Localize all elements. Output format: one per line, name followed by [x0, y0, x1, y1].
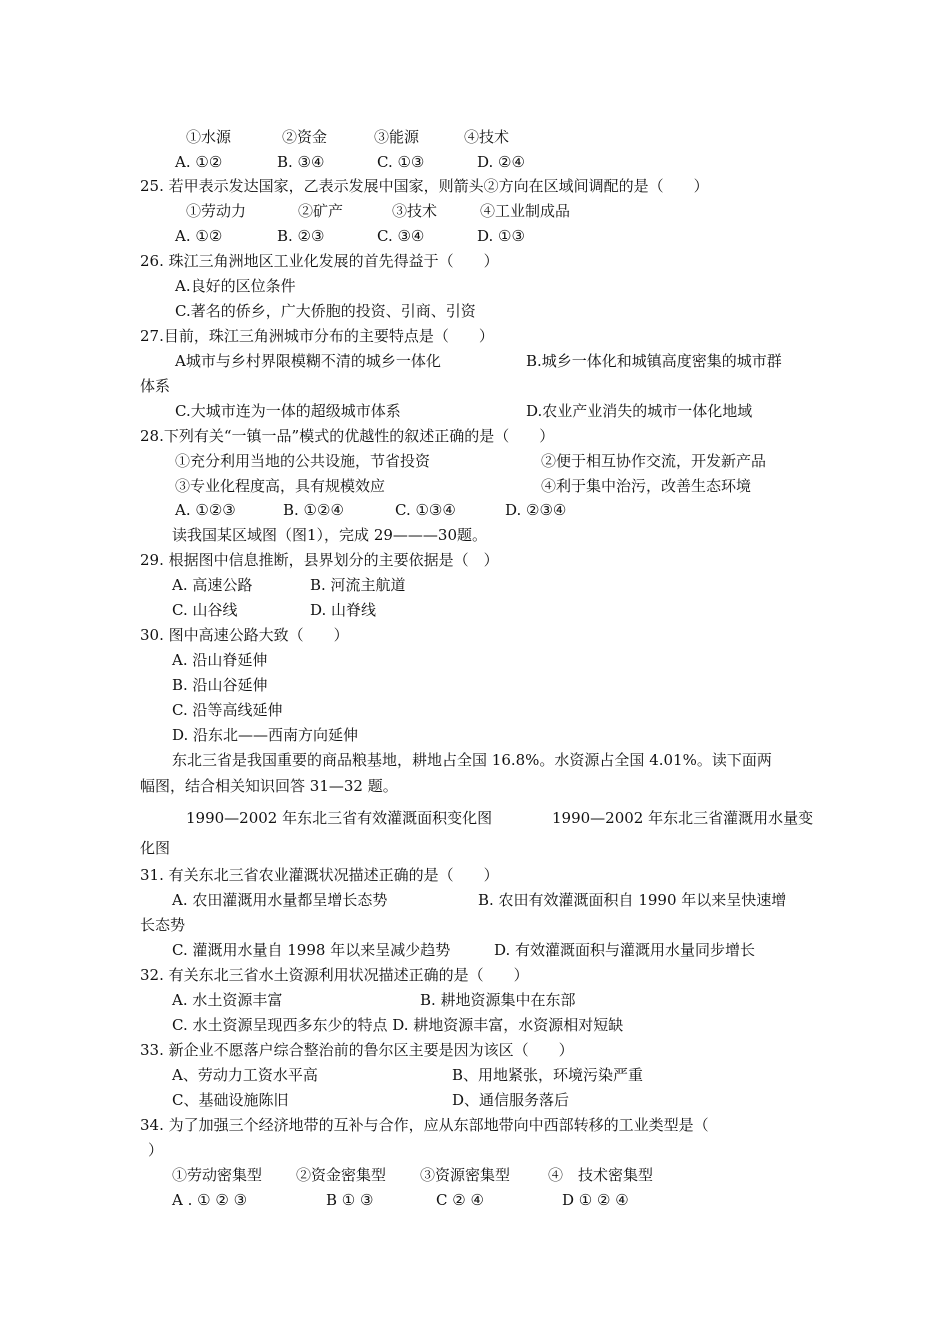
text-segment: C. 灌溉用水量自 1998 年以来呈减少趋势: [172, 941, 451, 959]
text-segment: A . ① ② ③: [172, 1191, 248, 1209]
text-segment: A、劳动力工资水平高: [172, 1066, 318, 1084]
text-segment: 27.目前，珠江三角洲城市分布的主要特点是（ ）: [140, 327, 494, 345]
text-segment: D、通信服务落后: [452, 1091, 570, 1109]
text-segment: ④ 技术密集型: [548, 1166, 654, 1184]
text-segment: A城市与乡村界限模糊不清的城乡一体化: [175, 352, 441, 370]
text-segment: ①充分利用当地的公共设施，节省投资: [175, 452, 431, 470]
text-segment: 1990—2002 年东北三省灌溉用水量变: [552, 809, 814, 827]
text-segment: 28.下列有关“一镇一品”模式的优越性的叙述正确的是（ ）: [140, 427, 555, 445]
text-segment: D. 山脊线: [310, 601, 377, 619]
text-segment: A.良好的区位条件: [175, 277, 296, 295]
text-segment: ②资金密集型: [296, 1166, 387, 1184]
text-segment: B.城乡一体化和城镇高度密集的城市群: [526, 352, 782, 370]
text-segment: B. 耕地资源集中在东部: [420, 991, 576, 1009]
text-segment: ②矿产: [298, 202, 344, 220]
text-segment: ②便于相互协作交流，开发新产品: [541, 452, 767, 470]
text-segment: ②资金: [282, 128, 328, 146]
text-segment: ③专业化程度高，具有规模效应: [175, 477, 386, 495]
text-segment: ③技术: [392, 202, 438, 220]
text-segment: ③资源密集型: [420, 1166, 511, 1184]
text-segment: 32. 有关东北三省水土资源利用状况描述正确的是（ ）: [140, 966, 529, 984]
text-segment: 31. 有关东北三省农业灌溉状况描述正确的是（ ）: [140, 866, 499, 884]
text-segment: B、用地紧张，环境污染严重: [452, 1066, 644, 1084]
text-segment: ④利于集中治污，改善生态环境: [541, 477, 752, 495]
text-segment: C. ①③④: [395, 501, 456, 519]
text-segment: 29. 根据图中信息推断，县界划分的主要依据是（ ）: [140, 551, 499, 569]
text-segment: D. ①③: [477, 227, 525, 245]
text-segment: B. ①②④: [283, 501, 344, 519]
text-segment: C. ①③: [377, 153, 425, 171]
text-segment: 25. 若甲表示发达国家，乙表示发展中国家，则箭头②方向在区域间调配的是（ ）: [140, 177, 709, 195]
text-segment: 34. 为了加强三个经济地带的互补与合作，应从东部地带向中西部转移的工业类型是（: [140, 1116, 709, 1134]
text-segment: B ① ③: [326, 1191, 374, 1209]
text-segment: C.大城市连为一体的超级城市体系: [175, 402, 401, 420]
text-segment: 东北三省是我国重要的商品粮基地，耕地占全国 16.8%。水资源占全国 4.01%。读下面两: [172, 751, 772, 769]
text-segment: 读我国某区域图（图1），完成 29———30题。: [172, 526, 487, 544]
text-segment: 幅图，结合相关知识回答 31—32 题。: [140, 777, 398, 795]
text-segment: 体系: [140, 377, 171, 395]
text-segment: D ① ② ④: [562, 1191, 629, 1209]
text-segment: D. 有效灌溉面积与灌溉用水量同步增长: [494, 941, 756, 959]
text-segment: ①劳动密集型: [172, 1166, 263, 1184]
text-segment: A. 农田灌溉用水量都呈增长态势: [172, 891, 388, 909]
text-segment: B. 河流主航道: [310, 576, 406, 594]
text-segment: 1990—2002 年东北三省有效灌溉面积变化图: [186, 809, 493, 827]
text-segment: B. 沿山谷延伸: [172, 676, 268, 694]
text-segment: ④技术: [464, 128, 510, 146]
text-segment: D.农业产业消失的城市一体化地域: [526, 402, 753, 420]
text-segment: A. 水土资源丰富: [172, 991, 283, 1009]
text-segment: A. ①②: [175, 227, 223, 245]
text-segment: C. ③④: [377, 227, 425, 245]
text-segment: ①劳动力: [186, 202, 247, 220]
text-segment: C. 沿等高线延伸: [172, 701, 283, 719]
text-segment: ③能源: [374, 128, 420, 146]
text-segment: C.著名的侨乡，广大侨胞的投资、引商、引资: [175, 302, 476, 320]
text-segment: 33. 新企业不愿落户综合整治前的鲁尔区主要是因为该区（ ）: [140, 1041, 574, 1059]
text-segment: 26. 珠江三角洲地区工业化发展的首先得益于（ ）: [140, 252, 499, 270]
text-segment: D. ②③④: [505, 501, 567, 519]
text-segment: A. ①②: [175, 153, 223, 171]
text-segment: A. ①②③: [175, 501, 236, 519]
text-segment: D. 沿东北——西南方向延伸: [172, 726, 359, 744]
text-segment: B. ②③: [277, 227, 325, 245]
text-segment: ④工业制成品: [480, 202, 571, 220]
text-segment: 化图: [140, 839, 171, 857]
text-segment: 长态势: [140, 916, 186, 934]
text-segment: C. 山谷线: [172, 601, 238, 619]
text-segment: A. 沿山脊延伸: [172, 651, 268, 669]
text-segment: B. 农田有效灌溉面积自 1990 年以来呈快速增: [478, 891, 787, 909]
text-segment: 30. 图中高速公路大致（ ）: [140, 626, 349, 644]
text-segment: D. ②④: [477, 153, 525, 171]
text-segment: ）: [148, 1141, 164, 1159]
text-segment: C、基础设施陈旧: [172, 1091, 289, 1109]
text-segment: C ② ④: [436, 1191, 484, 1209]
text-segment: A. 高速公路: [172, 576, 253, 594]
text-segment: B. ③④: [277, 153, 325, 171]
text-segment: ①水源: [186, 128, 232, 146]
text-segment: C. 水土资源呈现西多东少的特点 D. 耕地资源丰富，水资源相对短缺: [172, 1016, 624, 1034]
